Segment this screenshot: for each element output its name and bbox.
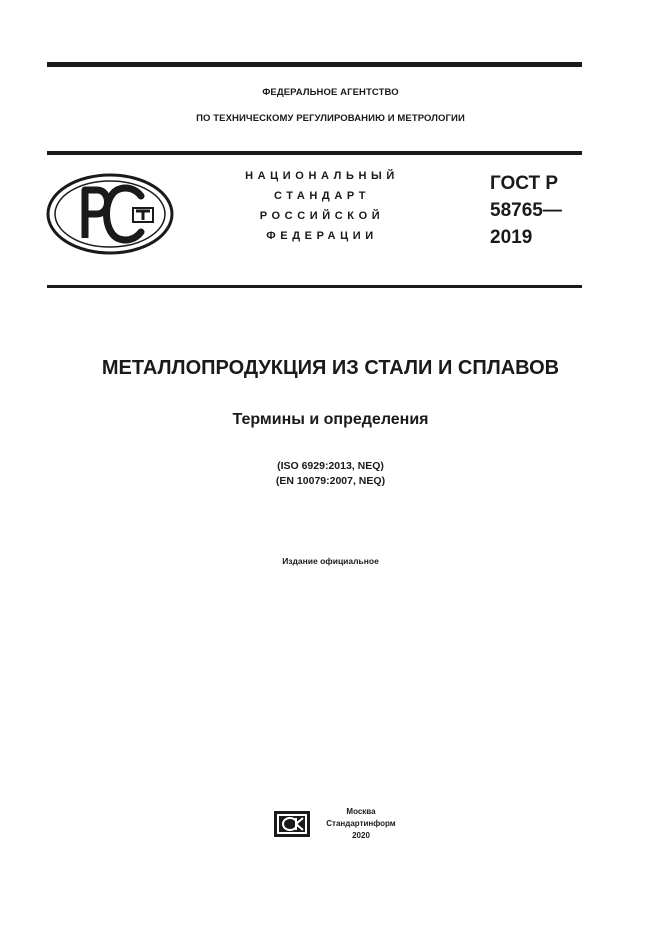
standartinform-logo-icon [273,810,311,838]
gost-line-3: 2019 [490,227,533,248]
top-rule [47,62,582,67]
national-line-1: НАЦИОНАЛЬНЫЙ [245,170,399,182]
document-subtitle: Термины и определения [232,411,429,428]
agency-line-1: ФЕДЕРАЛЬНОЕ АГЕНТСТВО [262,87,399,98]
header-rule [47,151,582,155]
national-line-3: РОССИЙСКОЙ [259,210,385,222]
reference-iso: (ISO 6929:2013, NEQ) [277,460,384,472]
publisher-name: Стандартинформ [326,819,396,828]
gost-line-1: ГОСТ Р [490,173,559,194]
edition-note: Издание официальное [282,556,379,566]
agency-line-2: ПО ТЕХНИЧЕСКОМУ РЕГУЛИРОВАНИЮ И МЕТРОЛОГИИ [196,113,465,124]
reference-en: (EN 10079:2007, NEQ) [275,475,386,487]
national-line-2: СТАНДАРТ [273,190,371,202]
document-title: МЕТАЛЛОПРОДУКЦИЯ ИЗ СТАЛИ И СПЛАВОВ [101,357,560,379]
publisher-city: Москва [346,807,376,816]
rst-certification-mark-icon [45,172,175,256]
gost-line-2: 58765— [490,200,562,221]
national-line-4: ФЕДЕРАЦИИ [266,230,378,242]
block-rule [47,285,582,288]
publisher-year: 2020 [352,831,370,840]
